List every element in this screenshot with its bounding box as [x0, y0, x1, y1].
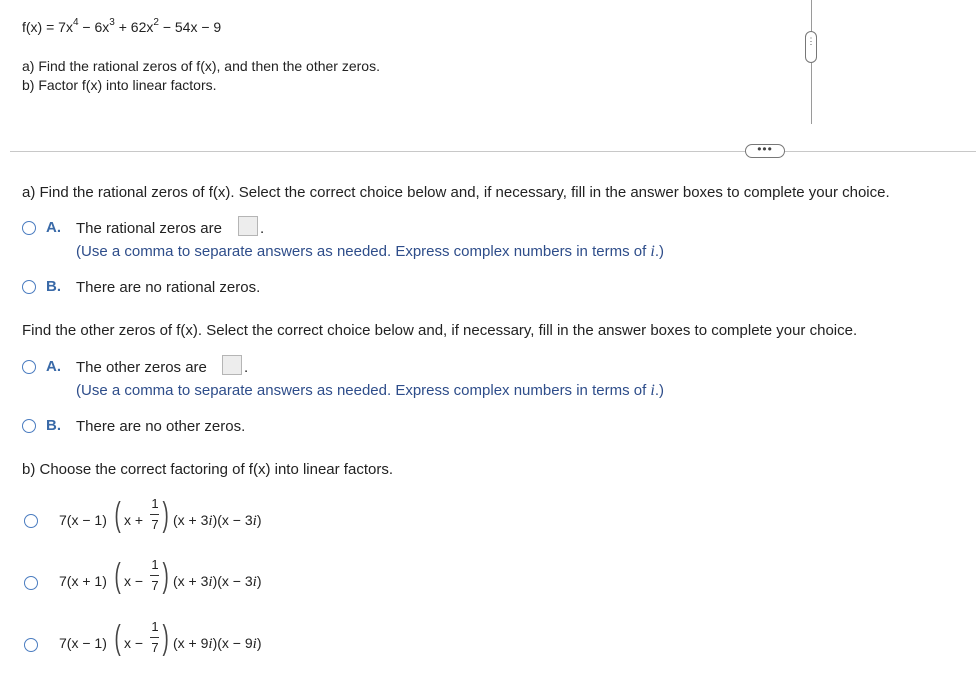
fraction-bar	[150, 575, 159, 576]
radio-other-option-b[interactable]	[22, 419, 36, 433]
option-text: There are no other zeros.	[76, 418, 246, 435]
radio-rational-option-b[interactable]	[22, 280, 36, 294]
other-zeros-hint: (Use a comma to separate answers as needed. Express complex numbers in terms of i.)	[76, 382, 665, 399]
factor-lead: 7(x − 1)	[59, 635, 107, 651]
radio-factor-choice-3[interactable]	[24, 638, 38, 652]
fraction-numerator: 1	[151, 619, 159, 634]
function-definition: $f(x) = 7x^4 - 6x^3 + 62x^2 - 54x - 9$	[22, 17, 222, 35]
factor-complex: (x + 3i)(x − 3i)	[173, 512, 262, 529]
factor-complex: (x + 3i)(x − 3i)	[173, 573, 262, 590]
left-paren: (	[114, 496, 121, 534]
left-paren: (	[114, 619, 121, 657]
vertical-resize-handle[interactable]: ⋮	[805, 31, 817, 63]
fraction-numerator: 1	[151, 496, 159, 511]
question-factoring: b) Choose the correct factoring of f(x) into linear factors.	[22, 461, 393, 478]
right-paren: )	[162, 496, 169, 534]
option-letter: A.	[46, 219, 61, 236]
radio-other-option-a[interactable]	[22, 360, 36, 374]
right-paren: )	[162, 619, 169, 657]
part-a-instruction: a) Find the rational zeros of f(x), and then the other zeros.	[22, 58, 380, 74]
problem-parts	[22, 57, 380, 95]
question-other-zeros: Find the other zeros of f(x). Select the correct choice below and, if necessary, fill in the answer boxes to complete your choice.	[22, 322, 858, 339]
radio-factor-choice-1[interactable]	[24, 514, 38, 528]
factor-lead: 7(x − 1)	[59, 512, 107, 528]
horizontal-resize-handle[interactable]: •••	[745, 144, 785, 158]
horizontal-divider	[10, 151, 976, 152]
radio-rational-option-a[interactable]	[22, 221, 36, 235]
period: .	[260, 220, 265, 237]
rational-zeros-hint: (Use a comma to separate answers as needed. Express complex numbers in terms of i.)	[76, 243, 665, 260]
period: .	[244, 359, 249, 376]
question-rational-zeros: a) Find the rational zeros of f(x). Select the correct choice below and, if necessary, fill in the answer boxes to complete your choice.	[22, 184, 890, 201]
factor-inner: x −	[124, 635, 144, 651]
fraction-numerator: 1	[151, 557, 159, 572]
option-text: There are no rational zeros.	[76, 279, 261, 296]
rational-zeros-answer-box[interactable]	[238, 216, 258, 236]
other-zeros-answer-box[interactable]	[222, 355, 242, 375]
left-paren: (	[114, 557, 121, 595]
factor-inner: x −	[124, 573, 144, 589]
factor-complex: (x + 9i)(x − 9i)	[173, 635, 262, 652]
fraction-denominator: 7	[151, 578, 159, 593]
radio-factor-choice-2[interactable]	[24, 576, 38, 590]
fraction-denominator: 7	[151, 517, 159, 532]
fraction-bar	[150, 514, 159, 515]
right-paren: )	[162, 557, 169, 595]
fraction-bar	[150, 637, 159, 638]
part-b-instruction: b) Factor f(x) into linear factors.	[22, 77, 217, 93]
option-letter: B.	[46, 278, 61, 295]
option-text: The other zeros are	[76, 359, 207, 376]
option-text: The rational zeros are	[76, 220, 222, 237]
option-letter: A.	[46, 358, 61, 375]
factor-inner: x +	[124, 512, 144, 528]
fraction-denominator: 7	[151, 640, 159, 655]
problem-statement	[22, 17, 221, 37]
factor-lead: 7(x + 1)	[59, 573, 107, 589]
option-letter: B.	[46, 417, 61, 434]
